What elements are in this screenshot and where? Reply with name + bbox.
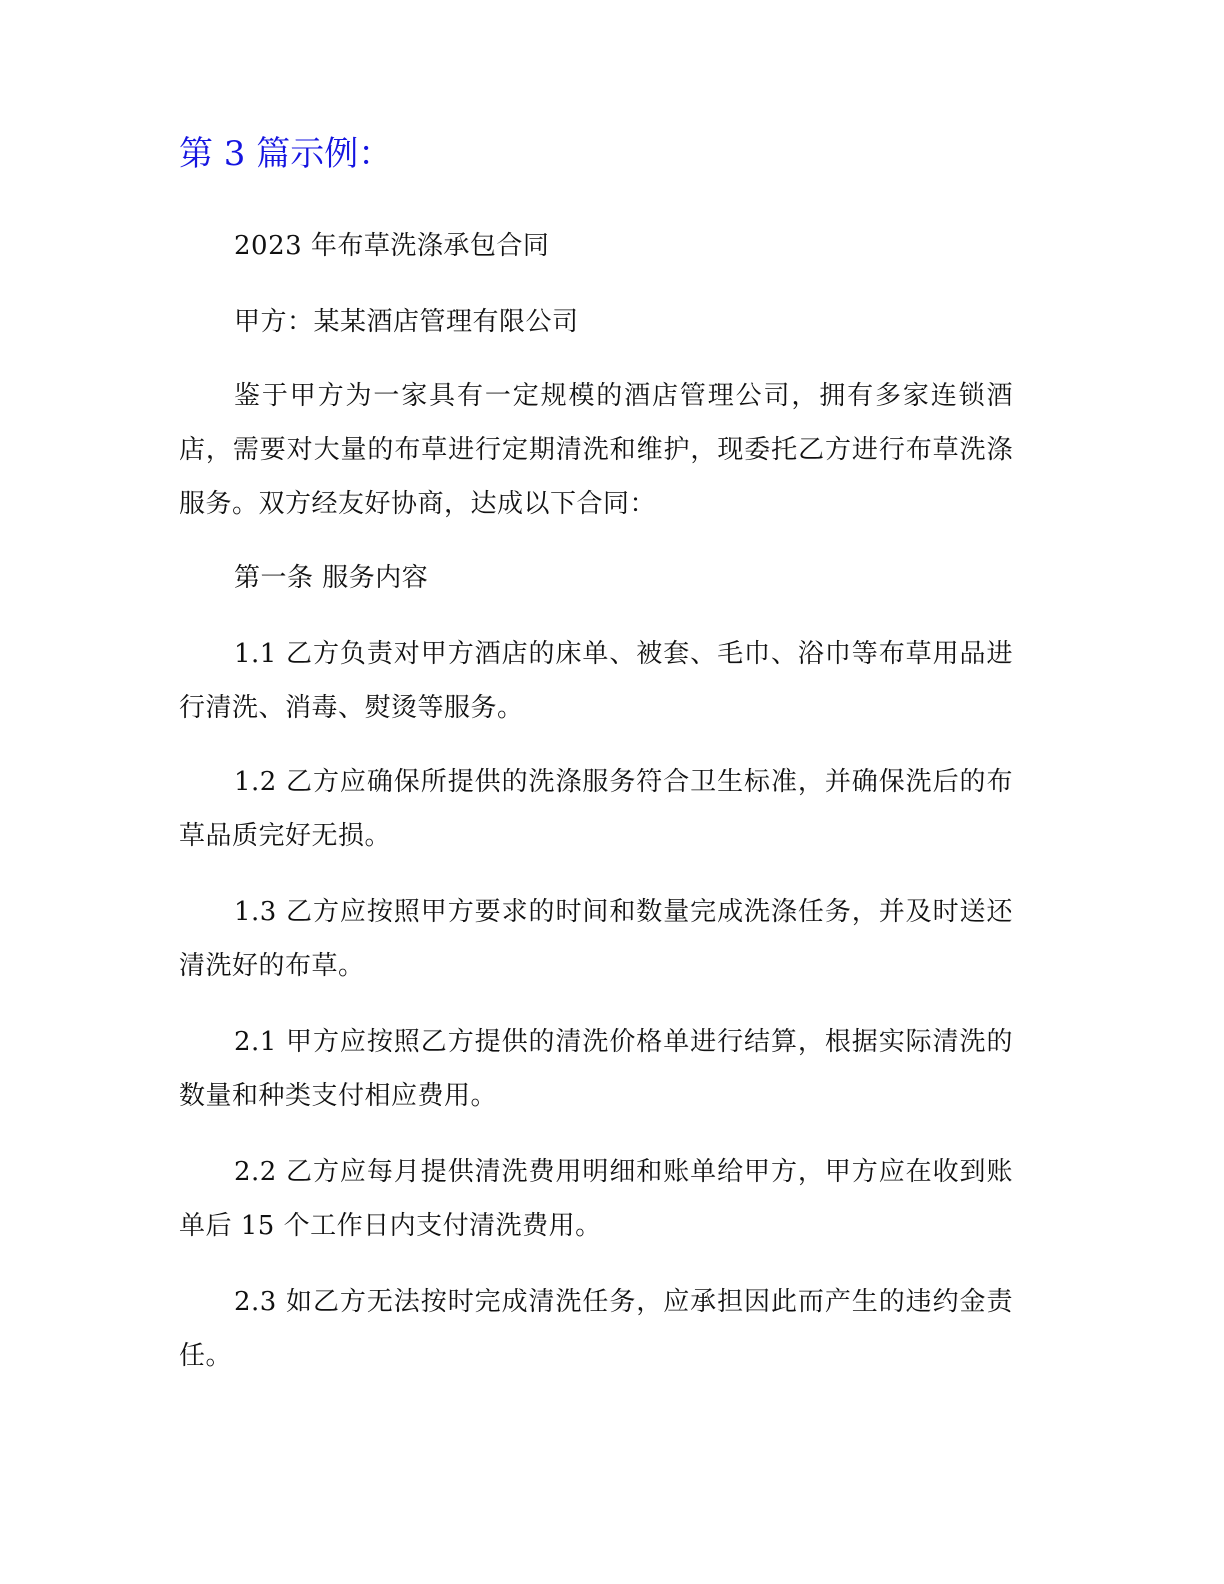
clause-1-2: 1.2 乙方应确保所提供的洗涤服务符合卫生标准，并确保洗后的布草品质完好无损。 [179, 767, 1013, 851]
clause-2-2: 2.2 乙方应每月提供清洗费用明细和账单给甲方，甲方应在收到账单后 15 个工作日内支付清洗费用。 [179, 1157, 1013, 1241]
contract-title: 2023 年布草洗涤承包合同 [234, 231, 550, 261]
clause-1-1: 1.1 乙方负责对甲方酒店的床单、被套、毛巾、浴巾等布草用品进行清洗、消毒、熨烫等服务。 [179, 639, 1013, 723]
clause-2-3: 2.3 如乙方无法按时完成清洗任务，应承担因此而产生的违约金责任。 [179, 1287, 1013, 1371]
article-heading: 第一条 服务内容 [234, 563, 429, 593]
clause-2-1: 2.1 甲方应按照乙方提供的清洗价格单进行结算，根据实际清洗的数量和种类支付相应费用。 [179, 1027, 1013, 1111]
section-heading: 第 3 篇示例： [179, 134, 393, 174]
intro-paragraph: 鉴于甲方为一家具有一定规模的酒店管理公司，拥有多家连锁酒店，需要对大量的布草进行定期清洗和维护，现委托乙方进行布草洗涤服务。双方经友好协商，达成以下合同： [179, 381, 1013, 519]
party-a-line: 甲方：某某酒店管理有限公司 [234, 307, 579, 337]
clause-1-3: 1.3 乙方应按照甲方要求的时间和数量完成洗涤任务，并及时送还清洗好的布草。 [179, 897, 1013, 981]
